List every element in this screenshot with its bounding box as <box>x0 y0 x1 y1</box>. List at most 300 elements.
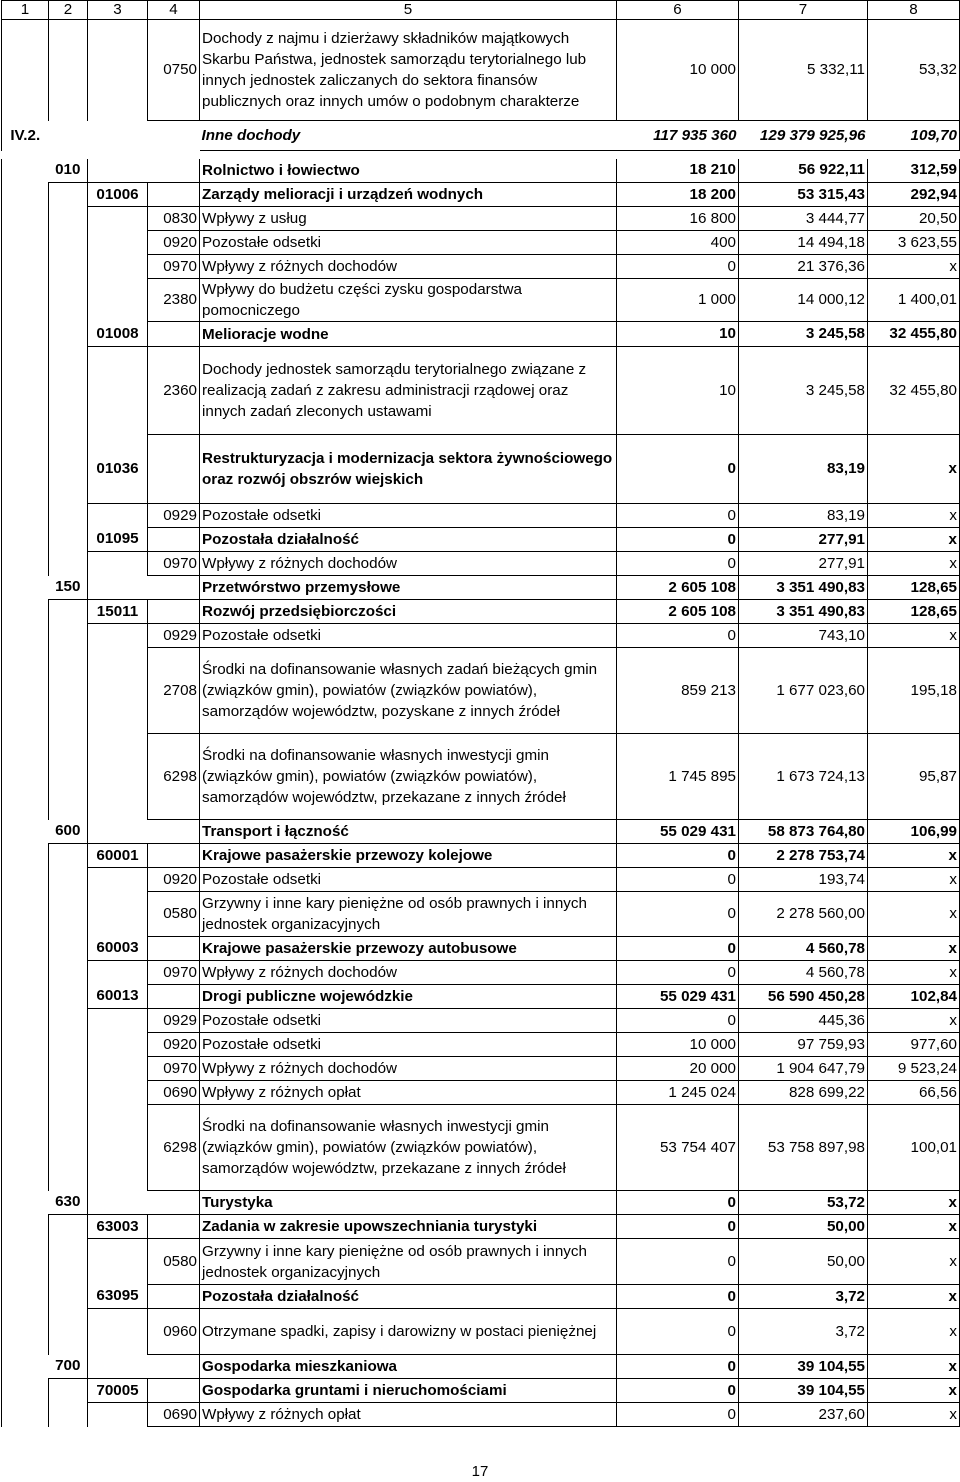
col-5-cell: Wpływy z różnych dochodów <box>200 961 617 985</box>
col-4-cell: 0750 <box>148 20 200 121</box>
col-3-cell <box>88 1033 148 1057</box>
col-8-cell: 195,18 <box>868 648 960 734</box>
col-5-cell: Zarządy melioracji i urządzeń wodnych <box>200 183 617 207</box>
col-2-cell <box>49 231 88 255</box>
spacer-cell <box>2 151 960 159</box>
division-row <box>2 159 960 183</box>
col-1-cell <box>2 1033 49 1057</box>
col-3-cell <box>88 255 148 279</box>
col-7-cell: 14 494,18 <box>739 231 868 255</box>
col-1-cell <box>2 844 49 868</box>
col-6-cell: 10 000 <box>617 20 739 121</box>
col-6-cell: 16 800 <box>617 207 739 231</box>
col-8-cell: 3 623,55 <box>868 231 960 255</box>
col-2-cell <box>49 844 88 868</box>
paragraph-row <box>2 1009 960 1033</box>
paragraph-row <box>2 20 960 121</box>
col-1-cell <box>2 1105 49 1191</box>
chapter-row <box>2 183 960 207</box>
col-3-cell <box>88 1191 148 1215</box>
col-1-cell <box>2 1009 49 1033</box>
col-5-cell: Grzywny i inne kary pieniężne od osób prawnych i innych jednostek organizacyjnych <box>200 892 617 937</box>
col-6-cell: 0 <box>617 1009 739 1033</box>
col-5-cell: Transport i łączność <box>200 820 617 844</box>
col-6-cell: 0 <box>617 1379 739 1403</box>
col-7-cell: 2 278 560,00 <box>739 892 868 937</box>
col-8-cell: x <box>868 255 960 279</box>
col-3-cell: 63095 <box>88 1285 148 1309</box>
col-5-cell: Otrzymane spadki, zapisy i darowizny w postaci pieniężnej <box>200 1309 617 1355</box>
col-4-cell <box>148 820 200 844</box>
section-row <box>2 121 960 151</box>
col-7-cell: 193,74 <box>739 868 868 892</box>
col-3-cell <box>88 121 148 151</box>
col-1-cell <box>2 347 49 435</box>
col-3-cell <box>88 347 148 435</box>
col-5-cell: Drogi publiczne wojewódzkie <box>200 985 617 1009</box>
col-2-cell <box>49 435 88 504</box>
col-4-cell: 0970 <box>148 961 200 985</box>
chapter-row <box>2 1215 960 1239</box>
col-1-cell <box>2 159 49 183</box>
col-2-cell <box>49 322 88 347</box>
col-5-cell: Pozostałe odsetki <box>200 231 617 255</box>
col-3-cell <box>88 159 148 183</box>
col-7-cell: 53 758 897,98 <box>739 1105 868 1191</box>
col-4-cell <box>148 844 200 868</box>
col-1-cell <box>2 231 49 255</box>
column-header-6: 6 <box>617 1 739 20</box>
col-7-cell: 3 351 490,83 <box>739 576 868 600</box>
col-8-cell: 106,99 <box>868 820 960 844</box>
column-header-7: 7 <box>739 1 868 20</box>
col-3-cell: 70005 <box>88 1379 148 1403</box>
col-5-cell: Wpływy z różnych dochodów <box>200 552 617 576</box>
col-4-cell: 2380 <box>148 279 200 322</box>
col-3-cell <box>88 552 148 576</box>
col-6-cell: 18 210 <box>617 159 739 183</box>
col-6-cell: 55 029 431 <box>617 820 739 844</box>
col-5-cell: Pozostałe odsetki <box>200 868 617 892</box>
col-2-cell <box>49 961 88 985</box>
col-2-cell <box>49 1105 88 1191</box>
col-2-cell <box>49 1379 88 1403</box>
column-header-4: 4 <box>148 1 200 20</box>
col-3-cell: 01095 <box>88 528 148 552</box>
col-2-cell <box>49 1033 88 1057</box>
col-6-cell: 0 <box>617 1403 739 1427</box>
col-6-cell: 0 <box>617 961 739 985</box>
col-5-cell: Wpływy z różnych dochodów <box>200 255 617 279</box>
col-2-cell <box>49 868 88 892</box>
col-8-cell: 109,70 <box>868 121 960 151</box>
col-2-cell <box>49 1215 88 1239</box>
col-6-cell: 400 <box>617 231 739 255</box>
division-row <box>2 1355 960 1379</box>
division-row <box>2 576 960 600</box>
col-3-cell <box>88 207 148 231</box>
col-1-cell <box>2 892 49 937</box>
col-8-cell: 32 455,80 <box>868 322 960 347</box>
col-4-cell: 2708 <box>148 648 200 734</box>
paragraph-row <box>2 207 960 231</box>
col-5-cell: Pozostałe odsetki <box>200 504 617 528</box>
col-2-cell <box>49 279 88 322</box>
col-3-cell: 01036 <box>88 435 148 504</box>
col-4-cell: 6298 <box>148 1105 200 1191</box>
col-5-cell: Środki na dofinansowanie własnych zadań bieżących gmin (związków gmin), powiatów (związków powiatów), samorządów województw, pozyskane z innych źródeł <box>200 648 617 734</box>
col-7-cell: 56 590 450,28 <box>739 985 868 1009</box>
col-6-cell: 0 <box>617 255 739 279</box>
col-2-cell <box>49 892 88 937</box>
col-4-cell <box>148 159 200 183</box>
col-1-cell <box>2 1309 49 1355</box>
col-6-cell: 117 935 360 <box>617 121 739 151</box>
col-1-cell <box>2 600 49 624</box>
col-3-cell <box>88 576 148 600</box>
col-1-cell <box>2 279 49 322</box>
col-7-cell: 743,10 <box>739 624 868 648</box>
chapter-row <box>2 1379 960 1403</box>
paragraph-row <box>2 1081 960 1105</box>
chapter-row <box>2 528 960 552</box>
col-7-cell: 828 699,22 <box>739 1081 868 1105</box>
chapter-row <box>2 844 960 868</box>
col-5-cell: Pozostała działalność <box>200 528 617 552</box>
col-3-cell <box>88 504 148 528</box>
col-5-cell: Wpływy z różnych opłat <box>200 1403 617 1427</box>
col-8-cell: 20,50 <box>868 207 960 231</box>
col-6-cell: 0 <box>617 1239 739 1285</box>
col-1-cell <box>2 255 49 279</box>
paragraph-row <box>2 347 960 435</box>
col-7-cell: 1 904 647,79 <box>739 1057 868 1081</box>
col-7-cell: 39 104,55 <box>739 1355 868 1379</box>
col-1-cell <box>2 1081 49 1105</box>
col-4-cell: 6298 <box>148 734 200 820</box>
table-body <box>2 1 960 1427</box>
col-8-cell: x <box>868 528 960 552</box>
col-3-cell <box>88 892 148 937</box>
col-4-cell: 0690 <box>148 1403 200 1427</box>
col-2-cell <box>49 1239 88 1285</box>
col-4-cell <box>148 528 200 552</box>
col-3-cell <box>88 1239 148 1285</box>
col-8-cell: x <box>868 868 960 892</box>
col-4-cell: 0970 <box>148 1057 200 1081</box>
col-3-cell: 60001 <box>88 844 148 868</box>
col-1-cell <box>2 1379 49 1403</box>
col-8-cell: 66,56 <box>868 1081 960 1105</box>
col-8-cell: 53,32 <box>868 20 960 121</box>
paragraph-row <box>2 648 960 734</box>
col-1-cell <box>2 1285 49 1309</box>
col-7-cell: 445,36 <box>739 1009 868 1033</box>
col-4-cell <box>148 121 200 151</box>
col-1-cell <box>2 868 49 892</box>
col-2-cell <box>49 937 88 961</box>
col-3-cell <box>88 20 148 121</box>
col-5-cell: Zadania w zakresie upowszechniania turystyki <box>200 1215 617 1239</box>
col-2-cell: 600 <box>49 820 88 844</box>
col-6-cell: 55 029 431 <box>617 985 739 1009</box>
col-2-cell <box>49 1403 88 1427</box>
col-4-cell <box>148 1285 200 1309</box>
col-8-cell: x <box>868 624 960 648</box>
col-5-cell: Krajowe pasażerskie przewozy autobusowe <box>200 937 617 961</box>
col-1-cell <box>2 1355 49 1379</box>
col-4-cell: 0929 <box>148 1009 200 1033</box>
col-4-cell: 0580 <box>148 892 200 937</box>
col-4-cell <box>148 1355 200 1379</box>
col-3-cell <box>88 279 148 322</box>
col-2-cell: 700 <box>49 1355 88 1379</box>
col-8-cell: x <box>868 1355 960 1379</box>
col-6-cell: 0 <box>617 892 739 937</box>
col-3-cell <box>88 1081 148 1105</box>
col-3-cell: 01006 <box>88 183 148 207</box>
col-6-cell: 0 <box>617 1355 739 1379</box>
col-2-cell <box>49 504 88 528</box>
col-4-cell <box>148 576 200 600</box>
col-5-cell: Środki na dofinansowanie własnych inwestycji gmin (związków gmin), powiatów (związków powiatów), samorządów województw, przekazane z innych źródeł <box>200 1105 617 1191</box>
col-3-cell <box>88 648 148 734</box>
col-4-cell: 0920 <box>148 868 200 892</box>
col-7-cell: 3,72 <box>739 1309 868 1355</box>
paragraph-row <box>2 734 960 820</box>
col-8-cell: x <box>868 1309 960 1355</box>
col-2-cell <box>49 1309 88 1355</box>
col-8-cell: x <box>868 1403 960 1427</box>
col-7-cell: 5 332,11 <box>739 20 868 121</box>
col-5-cell: Krajowe pasażerskie przewozy kolejowe <box>200 844 617 868</box>
col-3-cell <box>88 1009 148 1033</box>
col-1-cell <box>2 624 49 648</box>
col-5-cell: Wpływy z różnych opłat <box>200 1081 617 1105</box>
col-5-cell: Pozostała działalność <box>200 1285 617 1309</box>
column-header-3: 3 <box>88 1 148 20</box>
col-4-cell: 0929 <box>148 624 200 648</box>
col-5-cell: Pozostałe odsetki <box>200 1009 617 1033</box>
col-2-cell <box>49 1009 88 1033</box>
col-7-cell: 53 315,43 <box>739 183 868 207</box>
col-1-cell <box>2 1191 49 1215</box>
col-1-cell <box>2 20 49 121</box>
division-row <box>2 1191 960 1215</box>
col-8-cell: x <box>868 1009 960 1033</box>
col-7-cell: 3 444,77 <box>739 207 868 231</box>
column-header-2: 2 <box>49 1 88 20</box>
chapter-row <box>2 600 960 624</box>
col-7-cell: 2 278 753,74 <box>739 844 868 868</box>
col-3-cell: 60013 <box>88 985 148 1009</box>
col-4-cell <box>148 937 200 961</box>
col-3-cell <box>88 1309 148 1355</box>
col-7-cell: 21 376,36 <box>739 255 868 279</box>
col-7-cell: 1 677 023,60 <box>739 648 868 734</box>
col-5-cell: Turystyka <box>200 1191 617 1215</box>
paragraph-row <box>2 1239 960 1285</box>
col-3-cell <box>88 868 148 892</box>
col-6-cell: 20 000 <box>617 1057 739 1081</box>
col-6-cell: 0 <box>617 1309 739 1355</box>
col-1-cell <box>2 528 49 552</box>
col-5-cell: Rozwój przedsiębiorczości <box>200 600 617 624</box>
col-2-cell <box>49 624 88 648</box>
col-2-cell <box>49 985 88 1009</box>
paragraph-row <box>2 1033 960 1057</box>
col-8-cell: x <box>868 552 960 576</box>
col-8-cell: x <box>868 1239 960 1285</box>
col-6-cell: 0 <box>617 552 739 576</box>
chapter-row <box>2 1285 960 1309</box>
col-5-cell: Przetwórstwo przemysłowe <box>200 576 617 600</box>
col-7-cell: 3 245,58 <box>739 347 868 435</box>
paragraph-row <box>2 255 960 279</box>
col-4-cell <box>148 1215 200 1239</box>
col-3-cell: 15011 <box>88 600 148 624</box>
col-6-cell: 0 <box>617 844 739 868</box>
col-7-cell: 83,19 <box>739 504 868 528</box>
col-7-cell: 4 560,78 <box>739 937 868 961</box>
col-8-cell: x <box>868 844 960 868</box>
col-5-cell: Pozostałe odsetki <box>200 1033 617 1057</box>
col-2-cell <box>49 1057 88 1081</box>
col-5-cell: Grzywny i inne kary pieniężne od osób prawnych i innych jednostek organizacyjnych <box>200 1239 617 1285</box>
col-6-cell: 0 <box>617 1191 739 1215</box>
col-8-cell: 128,65 <box>868 576 960 600</box>
col-2-cell <box>49 183 88 207</box>
col-7-cell: 3,72 <box>739 1285 868 1309</box>
col-6-cell: 10 <box>617 347 739 435</box>
division-row <box>2 820 960 844</box>
paragraph-row <box>2 1309 960 1355</box>
col-2-cell: 150 <box>49 576 88 600</box>
paragraph-row <box>2 961 960 985</box>
col-4-cell: 0830 <box>148 207 200 231</box>
col-7-cell: 277,91 <box>739 528 868 552</box>
col-4-cell: 0920 <box>148 231 200 255</box>
paragraph-row <box>2 624 960 648</box>
paragraph-row <box>2 1403 960 1427</box>
col-1-cell <box>2 322 49 347</box>
col-1-cell: IV.2. <box>2 121 49 151</box>
col-4-cell: 0580 <box>148 1239 200 1285</box>
col-5-cell: Pozostałe odsetki <box>200 624 617 648</box>
col-1-cell <box>2 183 49 207</box>
col-3-cell <box>88 820 148 844</box>
col-4-cell: 0960 <box>148 1309 200 1355</box>
spacer-row <box>2 151 960 159</box>
col-8-cell: x <box>868 892 960 937</box>
col-6-cell: 0 <box>617 528 739 552</box>
col-6-cell: 0 <box>617 868 739 892</box>
col-6-cell: 2 605 108 <box>617 600 739 624</box>
col-8-cell: 9 523,24 <box>868 1057 960 1081</box>
col-8-cell: 1 400,01 <box>868 279 960 322</box>
col-5-cell: Rolnictwo i łowiectwo <box>200 159 617 183</box>
col-8-cell: 95,87 <box>868 734 960 820</box>
col-4-cell <box>148 435 200 504</box>
col-5-cell: Melioracje wodne <box>200 322 617 347</box>
budget-table <box>1 0 960 1427</box>
col-7-cell: 97 759,93 <box>739 1033 868 1057</box>
paragraph-row <box>2 231 960 255</box>
paragraph-row <box>2 892 960 937</box>
col-7-cell: 3 245,58 <box>739 322 868 347</box>
col-8-cell: 312,59 <box>868 159 960 183</box>
col-1-cell <box>2 435 49 504</box>
column-header-1: 1 <box>2 1 49 20</box>
col-5-cell: Gospodarka mieszkaniowa <box>200 1355 617 1379</box>
column-header-8: 8 <box>868 1 960 20</box>
col-2-cell <box>49 20 88 121</box>
col-7-cell: 237,60 <box>739 1403 868 1427</box>
col-1-cell <box>2 1215 49 1239</box>
col-2-cell <box>49 255 88 279</box>
col-6-cell: 859 213 <box>617 648 739 734</box>
col-5-cell: Inne dochody <box>200 121 617 151</box>
col-8-cell: 128,65 <box>868 600 960 624</box>
col-7-cell: 53,72 <box>739 1191 868 1215</box>
col-8-cell: 32 455,80 <box>868 347 960 435</box>
col-7-cell: 50,00 <box>739 1215 868 1239</box>
col-8-cell: 100,01 <box>868 1105 960 1191</box>
col-7-cell: 56 922,11 <box>739 159 868 183</box>
col-1-cell <box>2 552 49 576</box>
col-4-cell: 0690 <box>148 1081 200 1105</box>
col-3-cell <box>88 1105 148 1191</box>
col-6-cell: 0 <box>617 1215 739 1239</box>
col-8-cell: x <box>868 435 960 504</box>
col-1-cell <box>2 820 49 844</box>
col-1-cell <box>2 937 49 961</box>
col-7-cell: 58 873 764,80 <box>739 820 868 844</box>
col-6-cell: 53 754 407 <box>617 1105 739 1191</box>
col-7-cell: 129 379 925,96 <box>739 121 868 151</box>
col-8-cell: 102,84 <box>868 985 960 1009</box>
col-3-cell: 01008 <box>88 322 148 347</box>
col-2-cell <box>49 347 88 435</box>
col-7-cell: 50,00 <box>739 1239 868 1285</box>
col-4-cell <box>148 183 200 207</box>
paragraph-row <box>2 868 960 892</box>
paragraph-row <box>2 552 960 576</box>
col-5-cell: Restrukturyzacja i modernizacja sektora żywnościowego oraz rozwój obszrów wiejskich <box>200 435 617 504</box>
col-1-cell <box>2 1057 49 1081</box>
col-4-cell: 0929 <box>148 504 200 528</box>
col-8-cell: x <box>868 504 960 528</box>
col-2-cell <box>49 528 88 552</box>
col-6-cell: 0 <box>617 435 739 504</box>
col-8-cell: x <box>868 961 960 985</box>
chapter-row <box>2 322 960 347</box>
col-8-cell: x <box>868 1191 960 1215</box>
paragraph-row <box>2 1057 960 1081</box>
col-2-cell <box>49 648 88 734</box>
col-2-cell <box>49 121 88 151</box>
col-4-cell: 0970 <box>148 255 200 279</box>
col-6-cell: 0 <box>617 937 739 961</box>
col-2-cell <box>49 552 88 576</box>
col-3-cell <box>88 961 148 985</box>
paragraph-row <box>2 279 960 322</box>
col-3-cell <box>88 231 148 255</box>
col-3-cell <box>88 1057 148 1081</box>
paragraph-row <box>2 1105 960 1191</box>
col-6-cell: 0 <box>617 504 739 528</box>
col-6-cell: 0 <box>617 624 739 648</box>
